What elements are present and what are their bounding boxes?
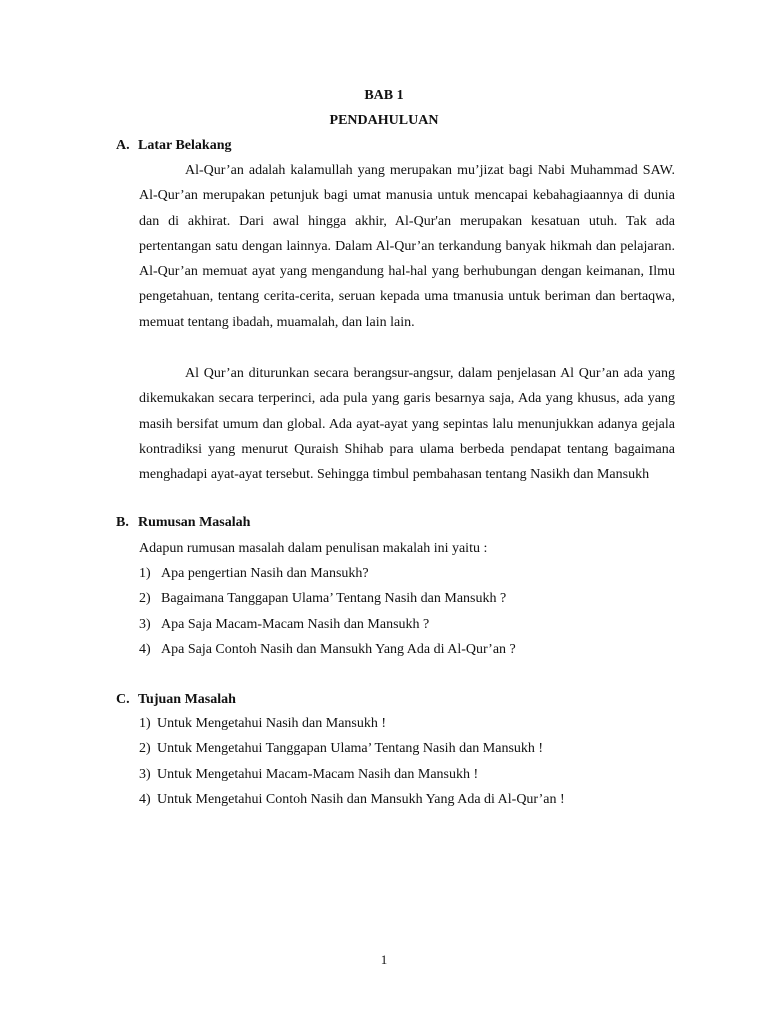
list-item-text: Untuk Mengetahui Contoh Nasih dan Mansukh Yang Ada di Al-Qur’an ! xyxy=(157,792,565,808)
section-a-marker: A. xyxy=(116,138,130,153)
section-b-list xyxy=(139,561,516,663)
chapter-number: BAB 1 xyxy=(364,88,404,103)
list-item-number: 3) xyxy=(139,616,151,632)
chapter-title: PENDAHULUAN xyxy=(329,113,439,128)
list-item-text: Apa Saja Macam-Macam Nasih dan Mansukh ? xyxy=(161,616,430,632)
list-item-text: Untuk Mengetahui Nasih dan Mansukh ! xyxy=(157,716,387,731)
list-item-number: 4) xyxy=(139,642,151,658)
section-a-title: Latar Belakang xyxy=(138,138,232,153)
section-b-title: Rumusan Masalah xyxy=(138,515,251,530)
section-c-marker: C. xyxy=(116,692,130,707)
list-item-number: 1) xyxy=(139,716,151,731)
list-item-text: Apa Saja Contoh Nasih dan Mansukh Yang Ada di Al-Qur’an ? xyxy=(161,642,516,658)
list-item-number: 1) xyxy=(139,566,151,581)
list-item-text: Untuk Mengetahui Tanggapan Ulama’ Tentang Nasih dan Mansukh ! xyxy=(157,741,544,757)
list-item xyxy=(139,637,516,662)
list-item xyxy=(139,762,565,787)
list-item xyxy=(139,586,516,611)
list-item xyxy=(139,736,565,761)
section-b-marker: B. xyxy=(116,515,129,530)
list-item-text: Apa pengertian Nasih dan Mansukh? xyxy=(161,566,369,581)
list-item-number: 4) xyxy=(139,792,151,808)
section-c-title: Tujuan Masalah xyxy=(138,692,236,707)
list-item xyxy=(139,711,565,736)
list-item-text: Bagaimana Tanggapan Ulama’ Tentang Nasih dan Mansukh ? xyxy=(161,591,507,607)
page-number: 1 xyxy=(380,952,388,967)
list-item xyxy=(139,787,565,812)
section-a-paragraph-1: Al-Qur’an adalah kalamullah yang merupakan mu’jizat bagi Nabi Muhammad SAW. Al-Qur’an merupakan petunjuk bagi umat manusia untuk mencapai kebahagiaannya di dunia dan di akhirat. Dari awal hingga akhir, Al-Qur'an merupakan kesatuan utuh. Tak ada pertentangan satu dengan lainnya. Dalam Al-Qur’an terkandung banyak hikmah dan pelajaran. Al-Qur’an memuat ayat yang mengandung hal-hal yang berhubungan dengan keimanan, Ilmu pengetahuan, tentang cerita-cerita, seruan kepada uma tmanusia untuk beriman dan bertaqwa, memuat tentang ibadah, muamalah, dan lain lain. xyxy=(139,163,675,330)
section-b-intro: Adapun rumusan masalah dalam penulisan makalah ini yaitu : xyxy=(139,541,488,556)
list-item-number: 2) xyxy=(139,591,151,607)
section-c-heading xyxy=(116,692,236,708)
section-b-heading xyxy=(116,515,250,531)
list-item-text: Untuk Mengetahui Macam-Macam Nasih dan Mansukh ! xyxy=(157,766,479,782)
section-a-paragraph-2: Al Qur’an diturunkan secara berangsur-angsur, dalam penjelasan Al Qur’an ada yang dikemukakan secara terperinci, ada pula yang garis besarnya saja, Ada yang khusus, ada yang masih bersifat umum dan global. Ada ayat-ayat yang sepintas lalu menunjukkan adanya gejala kontradiksi yang menurut Quraish Shihab para ulama berbeda pendapat tentang bagaimana menghadapi ayat-ayat tersebut. Sehingga timbul pembahasan tentang Nasikh dan Mansukh xyxy=(139,366,675,483)
list-item xyxy=(139,561,516,586)
list-item-number: 2) xyxy=(139,741,151,757)
list-item xyxy=(139,612,516,637)
section-a-heading xyxy=(116,138,231,154)
list-item-number: 3) xyxy=(139,766,151,782)
section-c-list xyxy=(139,711,565,813)
